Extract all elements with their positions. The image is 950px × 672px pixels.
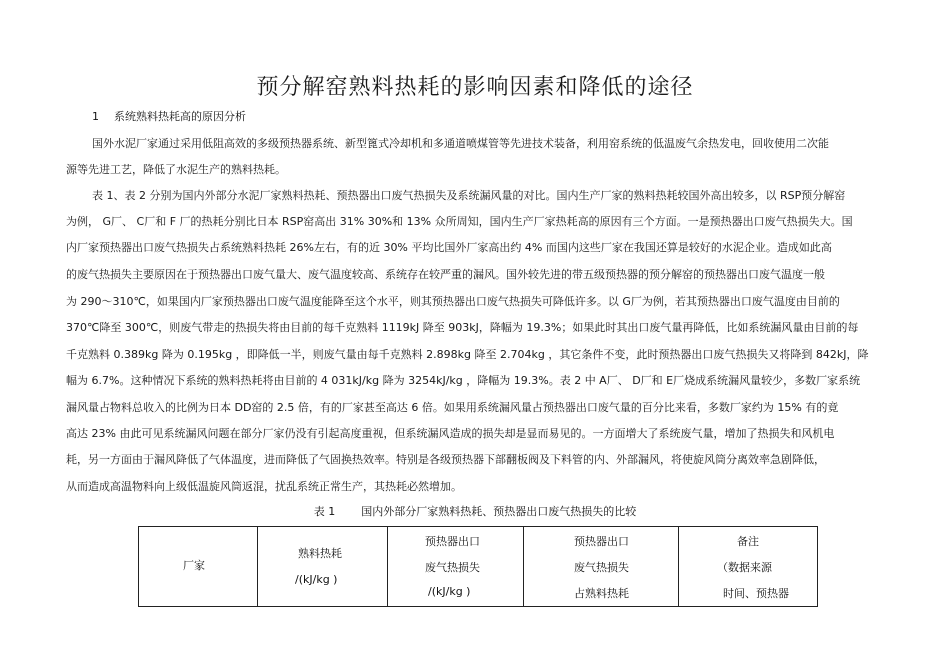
header-clinker-heat-unit: /(kJ/kg ) xyxy=(295,573,338,586)
header-cell-exhaust-ratio xyxy=(524,527,679,607)
table-caption xyxy=(0,503,950,519)
table-caption-text: 国内外部分厂家熟料热耗、预热器出口废气热损失的比较 xyxy=(361,505,637,518)
comparison-table xyxy=(138,526,818,607)
header-notes-line3: 时间、预热器 xyxy=(723,587,789,600)
paragraph-line: 为例， G厂、 C厂和 F 厂的热耗分别比日本 RSP窑高出 31% 30%和 13% 众所周知，国内生产厂家热耗高的原因有三个方面。一是预热器出口废气热损失大。国 xyxy=(66,215,853,228)
header-cell-factory xyxy=(139,527,258,607)
paragraph-line: 国外水泥厂家通过采用低阻高效的多级预热器系统、新型篦式冷却机和多通道喷煤管等先进技术装备，利用窑系统的低温废气余热发电，回收使用二次能 xyxy=(92,137,829,150)
header-exhaust-loss-line2: 废气热损失 xyxy=(425,561,480,574)
paragraph-line: 高达 23% 由此可见系统漏风问题在部分厂家仍没有引起高度重视，但系统漏风造成的损失却是显而易见的。一方面增大了系统废气量，增加了热损失和风机电 xyxy=(66,427,835,440)
header-clinker-heat: 熟料热耗 xyxy=(298,547,342,560)
paragraph-line: 千克熟料 0.389kg 降为 0.195kg ，即降低一半，则废气量由每千克熟料 2.898kg 降至 2.704kg ，其它条件不变，此时预热器出口废气热损失又将降到 842kJ，降 xyxy=(66,348,869,361)
paragraph-line: 表 1、表 2 分别为国内外部分水泥厂家熟料热耗、预热器出口废气热损失及系统漏风量的对比。国内生产厂家的熟料热耗较国外高出较多，以 RSP预分解窑 xyxy=(92,189,846,202)
paragraph-line: 内厂家预热器出口废气热损失占系统熟料热耗 26%左右，有的近 30% 平均比国外厂家高出约 4% 而国内这些厂家在我国还算是较好的水泥企业。造成如此高 xyxy=(66,241,832,254)
header-exhaust-ratio-line1: 预热器出口 xyxy=(574,535,629,548)
header-cell-notes xyxy=(679,527,818,607)
section-number: 1 xyxy=(92,110,99,123)
paragraph-line: 漏风量占物料总收入的比例为日本 DD窑的 2.5 倍，有的厂家甚至高达 6 倍。如果用系统漏风量占预热器出口废气量的百分比来看，多数厂家约为 15% 有的竟 xyxy=(66,401,839,414)
header-factory: 厂家 xyxy=(183,559,205,572)
paragraph-line: 的废气热损失主要原因在于预热器出口废气量大、废气温度较高、系统存在较严重的漏风。国外较先进的带五级预热器的预分解窑的预热器出口废气温度一般 xyxy=(66,268,825,281)
document-title: 预分解窑熟料热耗的影响因素和降低的途径 xyxy=(256,75,694,100)
header-cell-exhaust-loss xyxy=(388,527,524,607)
paragraph-line: 幅为 6.7%。这种情况下系统的熟料热耗将由目前的 4 031kJ/kg 降为 3254kJ/kg ，降幅为 19.3%。表 2 中 A厂、 D厂和 E厂烧成系统漏风量较少，多数厂家系统 xyxy=(66,374,861,387)
paragraph-line: 源等先进工艺，降低了水泥生产的熟料热耗。 xyxy=(66,163,286,176)
paragraph-line: 为 290～310℃，如果国内厂家预热器出口废气温度能降至这个水平，则其预热器出口废气热损失可降低许多。以 G厂为例，若其预热器出口废气温度由目前的 xyxy=(66,295,840,308)
header-notes-line2: （数据来源 xyxy=(717,561,772,574)
section-heading xyxy=(92,108,246,124)
section-title: 系统熟料热耗高的原因分析 xyxy=(114,110,246,123)
paragraph-line: 从而造成高温物料向上级低温旋风筒返混，扰乱系统正常生产，其热耗必然增加。 xyxy=(66,480,462,493)
header-exhaust-ratio-line2: 废气热损失 xyxy=(574,561,629,574)
table-header-row xyxy=(139,527,818,607)
header-exhaust-ratio-line3: 占熟料热耗 xyxy=(574,587,629,600)
header-exhaust-loss-unit: /(kJ/kg ) xyxy=(428,585,471,598)
paragraph-line: 耗，另一方面由于漏风降低了气体温度，进而降低了气固换热效率。特别是各级预热器下部翻板阀及下料管的内、外部漏风，将使旋风筒分离效率急剧降低， xyxy=(66,453,825,466)
table-label: 表 1 xyxy=(313,505,336,518)
header-cell-clinker-heat xyxy=(258,527,388,607)
header-exhaust-loss-line1: 预热器出口 xyxy=(425,535,480,548)
header-notes: 备注 xyxy=(737,535,759,548)
paragraph-line: 370℃降至 300℃，则废气带走的热损失将由目前的每千克熟料 1119kJ 降至 903kJ，降幅为 19.3%；如果此时其出口废气量再降低，比如系统漏风量由目前的每 xyxy=(66,321,859,334)
